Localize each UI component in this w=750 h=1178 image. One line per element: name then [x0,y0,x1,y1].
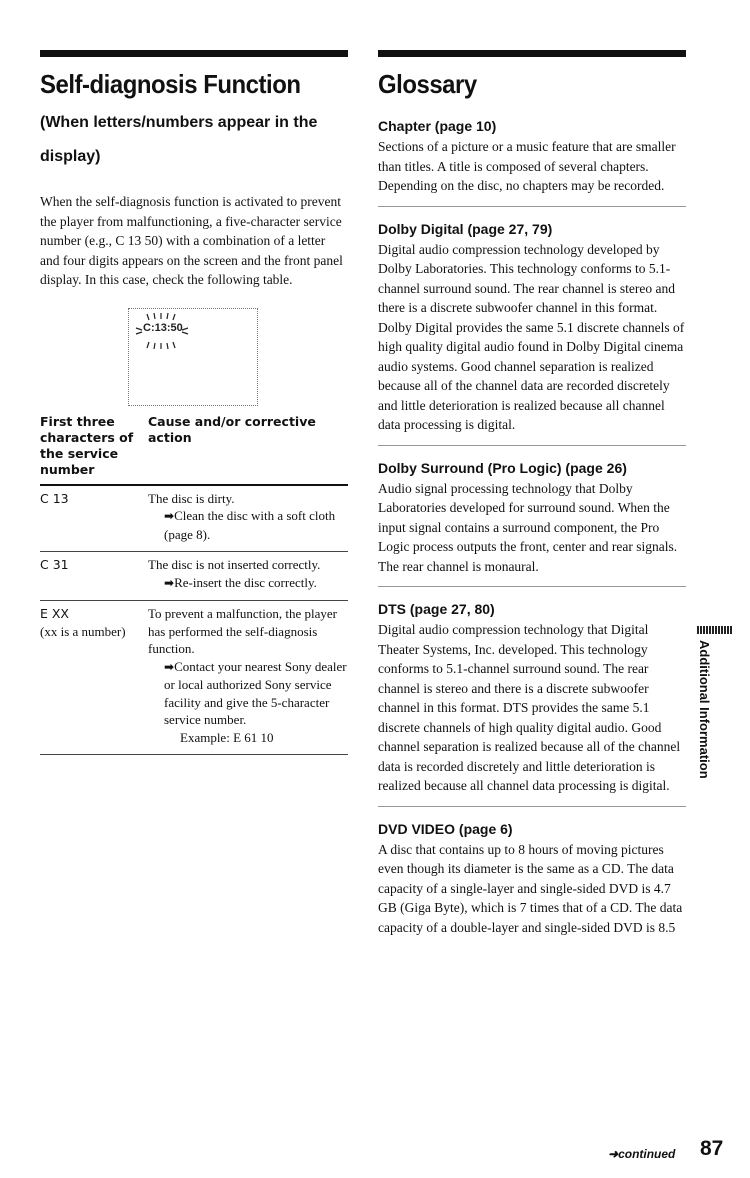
glossary-definition: Digital audio compression technology that Digital Theater Systems, Inc. developed. This technology conforms to 5.1-channel surround sound. The rear channel is stereo and there is a discrete subwoofer channel in this format. DTS provides the same 5.1 discrete channels of high quality digital audio. Good channel separation is realized because all of the channel data is recorded discretely and little deterioration is realized because all channel data processing is digital. [378,622,681,793]
glossary-definition: Audio signal processing technology that Dolby Laboratories developed for surround sound. When the input signal contains a surround component, the Pro Logic process outputs the front, center and rear signals. The rear channel is monaural. [378,480,678,574]
glossary-definition: Sections of a picture or a music feature that are smaller than titles. A title is composed of several chapters. Depending on the disc, no chapters may be recorded. [378,139,676,193]
service-code: E XX [40,606,69,621]
table-header-row [40,414,348,485]
top-rule [40,50,348,57]
cause-text: To prevent a malfunction, the player has performed the self-diagnosis function. [148,606,337,656]
cause-text: The disc is dirty. [148,490,235,506]
service-code: C 31 [40,557,69,572]
section-subtitle: (When letters/numbers appear in the display) [40,114,318,165]
display-illustration [128,308,258,406]
right-column [378,50,686,961]
intro-paragraph: When the self-diagnosis function is activated to prevent the player from malfunctioning, a five-character service number (e.g., C 13 50) with a combination of a letter and four digits appears on the screen and the front panel display. In this case, check the following table. [40,194,343,287]
glossary-definition: A disc that contains up to 8 hours of moving pictures even though its diameter is the same as a CD. The data capacity of a single-layer and single-sided DVD is 4.7 GB (Giga Byte), which is 7 times that of a CD. The data capacity of a double-layer and single-sided DVD is 8.5 [378,841,683,935]
diagnosis-table [40,414,348,756]
glossary-definition: Digital audio compression technology developed by Dolby Laboratories. This technology conforms to 5.1-channel surround sound. The rear channel is stereo and there is a discrete subwoofer channel in this format. Dolby Digital provides the same 5.1 discrete channels of high quality digital audio found in Dolby Digital cinema audio systems. Good channel separation is realized because all of the channel data are recorded discretely and little deterioration is realized because all channel data processing is digital. [378,241,685,432]
action-text: Contact your nearest Sony dealer or local authorized Sony service facility and give the 5-character service number. [164,658,347,727]
arrow-icon: ➡ [164,659,175,674]
table-row [40,601,348,755]
header-service-number: First three characters of the service number [40,414,148,485]
glossary-title: Glossary [378,69,477,99]
section-tab-marker [697,626,733,634]
arrow-icon: ➜ [608,1147,619,1161]
example-text: Example: E 61 10 [180,729,274,745]
table-row [40,552,348,601]
action-text: Re-insert the disc correctly. [174,574,317,590]
glossary-entry [378,460,686,588]
glossary-entry [378,821,686,948]
page-number: 87 [700,1137,724,1160]
glossary-term: DTS (page 27, 80) [378,601,495,617]
top-rule [378,50,686,57]
cause-text: The disc is not inserted correctly. [148,557,321,572]
glossary-term: DVD VIDEO (page 6) [378,820,513,837]
glossary-term: Dolby Surround (Pro Logic) (page 26) [378,459,627,476]
table-row [40,485,348,552]
section-side-label: Additional Information [697,640,712,779]
section-title: Self-diagnosis Function [40,69,301,99]
service-code-note: (xx is a number) [40,624,126,639]
glossary-entry [378,221,686,446]
display-code: C:13:50 [143,321,183,334]
arrow-icon: ➡ [164,509,175,523]
header-cause-action: Cause and/or corrective action [148,414,348,485]
service-code: C 13 [40,490,69,506]
continued-note: ➜continued [608,1147,676,1161]
glossary-term: Dolby Digital (page 27, 79) [378,220,553,237]
glossary-term: Chapter (page 10) [378,118,497,134]
glossary-entry [378,601,686,807]
action-text: Clean the disc with a soft cloth (page 8). [164,508,336,542]
glossary-entry [378,118,686,207]
left-column [40,50,348,755]
arrow-icon: ➡ [164,575,175,590]
